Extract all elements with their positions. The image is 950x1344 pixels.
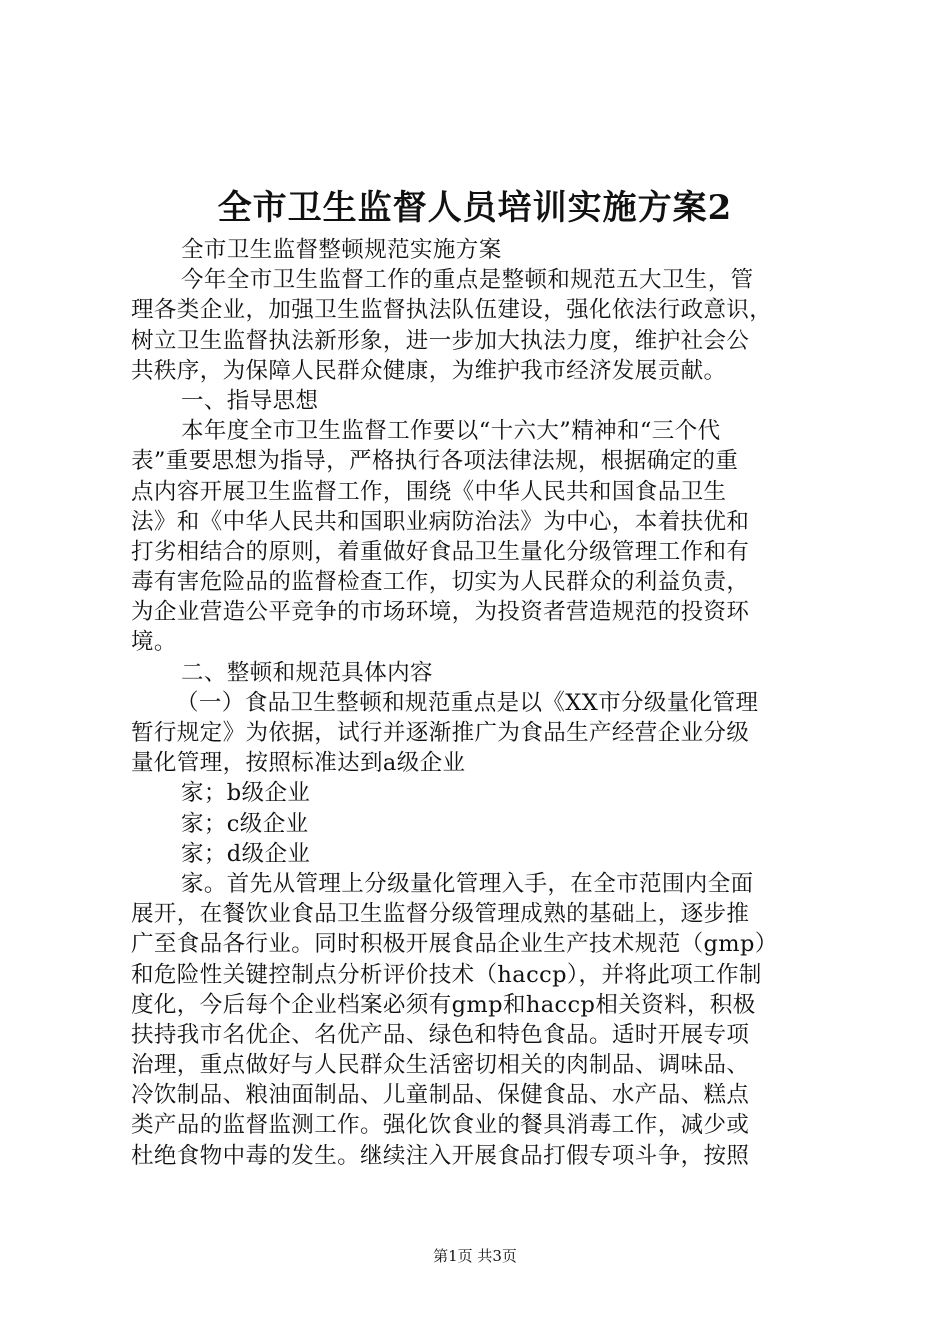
text-line: 理各类企业，加强卫生监督执法队伍建设，强化依法行政意识， (131, 297, 773, 324)
text-line: 树立卫生监督执法新形象，进一步加大执法力度，维护社会公 (131, 327, 750, 354)
text-line: 为企业营造公平竞争的市场环境，为投资者营造规范的投资环 (131, 599, 750, 626)
document-title: 全市卫生监督人员培训实施方案2 (217, 188, 733, 228)
text-line: 全市卫生监督整顿规范实施方案 (181, 237, 502, 263)
text-line: 打劣相结合的原则，着重做好食品卫生量化分级管理工作和有 (131, 538, 750, 565)
text-line: 家；c级企业 (181, 810, 309, 837)
text-line: 杜绝食物中毒的发生。继续注入开展食品打假专项斗争，按照 (131, 1142, 750, 1169)
text-line: 量化管理，按照标准达到a级企业 (131, 750, 466, 777)
text-line: 展开，在餐饮业食品卫生监督分级管理成熟的基础上，逐步推 (131, 901, 750, 928)
text-line: 家；b级企业 (181, 780, 311, 807)
text-line: 广至食品各行业。同时积极开展食品企业生产技术规范（gmp） (131, 931, 778, 958)
text-line: 家。首先从管理上分级量化管理入手，在全市范围内全面 (181, 870, 754, 897)
text-line: 二、整顿和规范具体内容 (181, 659, 433, 686)
text-line: 本年度全市卫生监督工作要以“十六大”精神和“三个代 (181, 418, 721, 445)
text-line: 表”重要思想为指导，严格执行各项法律法规，根据确定的重 (131, 448, 739, 475)
text-line: 毒有害危险品的监督检查工作，切实为人民群众的利益负责， (131, 569, 750, 596)
text-line: 冷饮制品、粮油面制品、儿童制品、保健食品、水产品、糕点 (131, 1082, 750, 1109)
text-line: 暂行规定》为依据，试行并逐渐推广为食品生产经营企业分级 (131, 720, 750, 746)
text-line: 境。 (131, 629, 177, 656)
text-line: 家；d级企业 (181, 840, 311, 867)
text-line: 度化，今后每个企业档案必须有gmp和haccp相关资料，积极 (131, 991, 756, 1018)
document-body (131, 235, 831, 1171)
text-line: 和危险性关键控制点分析评价技术（haccp），并将此项工作制 (131, 961, 762, 988)
text-line: 点内容开展卫生监督工作，围绕《中华人民共和国食品卫生 (131, 478, 727, 505)
page-footer: 第1页 共3页 (433, 1247, 517, 1265)
text-line: 法》和《中华人民共和国职业病防治法》为中心，本着扶优和 (131, 508, 750, 535)
text-line: 共秩序，为保障人民群众健康，为维护我市经济发展贡献。 (131, 357, 727, 384)
text-line: 扶持我市名优企、名优产品、绿色和特色食品。适时开展专项 (131, 1021, 750, 1048)
text-line: 一、指导思想 (181, 387, 319, 414)
text-line: 今年全市卫生监督工作的重点是整顿和规范五大卫生，管 (181, 267, 754, 294)
text-line: （一）食品卫生整顿和规范重点是以《XX市分级量化管理 (176, 689, 759, 716)
text-line: 类产品的监督监测工作。强化饮食业的餐具消毒工作，减少或 (131, 1112, 750, 1139)
text-line: 治理，重点做好与人民群众生活密切相关的肉制品、调味品、 (131, 1052, 750, 1079)
